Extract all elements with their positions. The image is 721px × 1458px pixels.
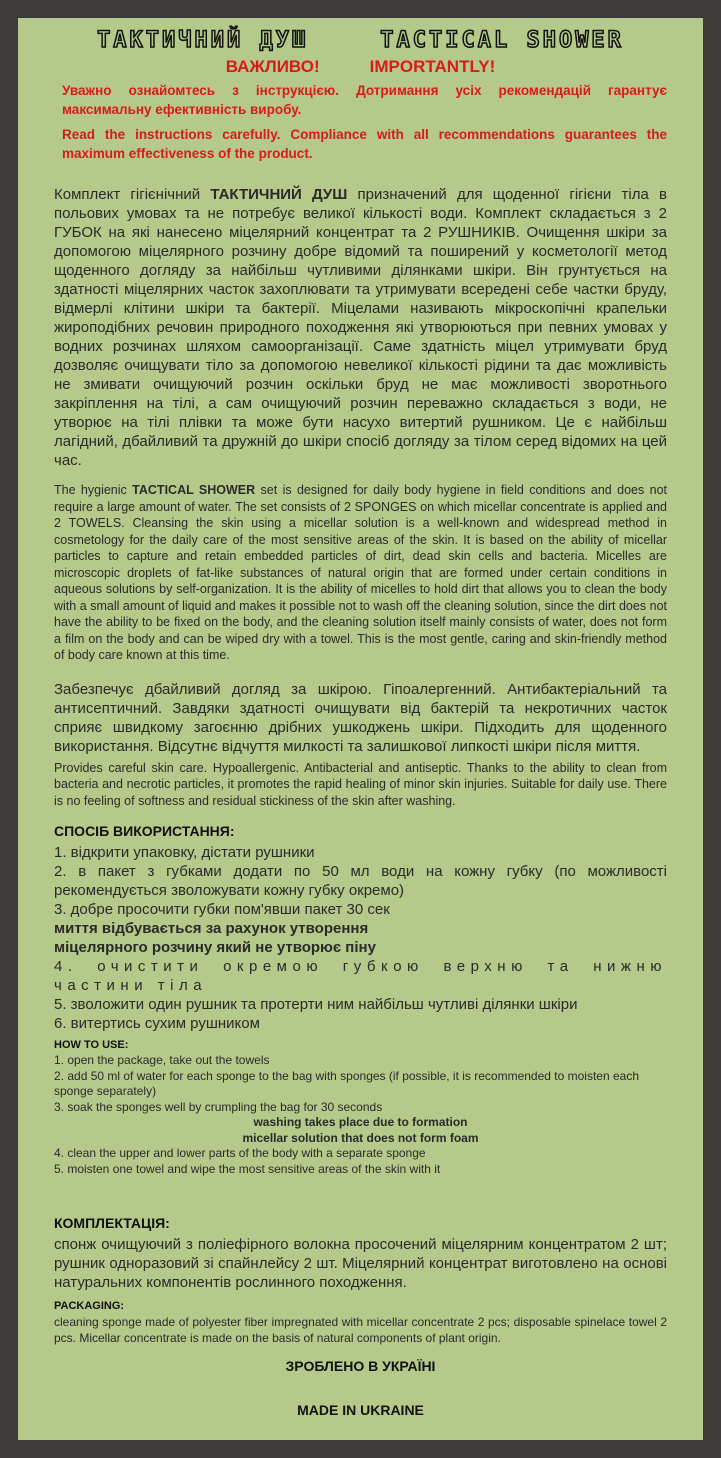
packaging-ua: спонж очищуючий з поліефірного волокна просочений міцелярним концентратом 2 шт; рушник одноразовий зі спайнлейсу 2 шт. Міцелярний концентрат виготовлено на основі натуральних компонентів рослинного походження. <box>54 1236 667 1291</box>
usage-step-ua: 2. в пакет з губками додати по 50 мл води на кожну губку (по можливості рекомендується зволожувати кожну губку окремо) <box>54 863 667 899</box>
made-in-ukraine-en: MADE IN UKRAINE <box>297 1402 424 1418</box>
title-ua: ТАКТИЧНИЙ ДУШ <box>97 28 309 53</box>
important-en: IMPORTANTLY! <box>369 57 496 76</box>
usage-step-ua: 4. очистити окремою губкою верхню та нижню частини тіла <box>54 958 667 994</box>
usage-heading-en: HOW TO USE: <box>54 1039 129 1051</box>
packaging-en: cleaning sponge made of polyester fiber impregnated with micellar concentrate 2 pcs; disposable spinelace towel 2 pcs. Micellar concentrate is made on the basis of natural components of plant origin. <box>54 1315 667 1345</box>
usage-step-en: 3. soak the sponges well by crumpling the bag for 30 seconds <box>54 1099 383 1114</box>
usage-step-ua: 3. добре просочити губки пом'явши пакет 30 сек <box>54 901 390 918</box>
usage-step-en: 4. clean the upper and lower parts of the body with a separate sponge <box>54 1146 426 1160</box>
care-ua: Забезпечує дбайливий догляд за шкірою. Гіпоалергенний. Антибактеріальний та антисептичний. Завдяки здатності очищувати від бактерій та некротичних часток сприяє швидкому загоєнню дрібних ушкоджень шкіри. Підходить для щоденного використання. Відсутнє відчуття милкості та залишкової липкості шкіри після миття. <box>54 680 667 755</box>
usage-step-ua: 6. витертись сухим рушником <box>54 1015 260 1032</box>
description-ua-start: Комплект гігієнічний <box>54 186 211 203</box>
description-en-rest: set is designed for daily body hygiene in field conditions and does not require a large amount of water. The set consists of 2 SPONGES on which micellar concentrate is applied and 2 TOWELS. Cleansing the skin using a micellar solution is a well-known and widespread method in cosmetology for the daily care of the most sensitive areas of the skin. It is based on the ability of micellar particles to capture and retain embedded particles of dirt, dead skin cells and bacteria. Micelles are microscopic droplets of fat-like substances of natural origin that are formed under certain conditions in aqueous solutions by self-organization. It is the ability of micelles to hold dirt that allows you to clean the body with a small amount of liquid and makes it possible not to wash off the cleaning solution, since the dirt does not have the ability to be fixed on the body, and the cleaning solution itself mainly consists of water, does not form a film on the body and can be wiped dry with a towel. This is the most gentle, caring and skin-friendly method of body care known at this time. <box>54 483 667 662</box>
made-in-ukraine-ua: ЗРОБЛЕНО В УКРАЇНІ <box>285 1358 436 1374</box>
important-heading <box>54 57 667 77</box>
page-title <box>54 28 667 53</box>
usage-note-ua: міцелярного розчину який не утворює піну <box>54 939 376 956</box>
usage-note-en: washing takes place due to formation <box>253 1115 468 1129</box>
packaging-heading-ua: КОМПЛЕКТАЦІЯ: <box>54 1215 170 1231</box>
usage-list-en <box>54 1053 667 1177</box>
usage-heading-ua: СПОСІБ ВИКОРИСТАННЯ: <box>54 823 235 839</box>
important-ua: ВАЖЛИВО! <box>225 57 320 76</box>
usage-note-en: micellar solution that does not form foam <box>242 1130 479 1145</box>
description-en-brand: TACTICAL SHOWER <box>132 483 256 497</box>
usage-step-ua: 1. відкрити упаковку, дістати рушники <box>54 844 315 861</box>
usage-step-en: 5. moisten one towel and wipe the most sensitive areas of the skin with it <box>54 1161 441 1176</box>
usage-note-ua: миття відбувається за рахунок утворення <box>54 920 369 937</box>
usage-list-ua <box>54 843 667 1033</box>
packaging-heading-en: PACKAGING: <box>54 1300 125 1312</box>
description-ua <box>54 185 667 470</box>
usage-step-ua: 5. зволожити один рушник та протерти ним найбільш чутливі ділянки шкіри <box>54 996 578 1013</box>
usage-step-en: 1. open the package, take out the towels <box>54 1053 270 1067</box>
notice-ua: Уважно ознайомтесь з інструкцією. Дотримання усіх рекомендацій гарантує максимальну ефективність виробу. <box>62 83 667 117</box>
care-en: Provides careful skin care. Hypoallergenic. Antibacterial and antiseptic. Thanks to the ability to clean from bacteria and necrotic particles, it promotes the rapid healing of minor skin injuries. Suitable for daily use. There is no feeling of softness and residual stickiness of the skin after washing. <box>54 760 667 808</box>
title-en: TACTICAL SHOWER <box>380 28 624 53</box>
description-ua-brand: ТАКТИЧНИЙ ДУШ <box>210 186 348 203</box>
description-en <box>54 482 667 664</box>
notice-en: Read the instructions carefully. Compliance with all recommendations guarantees the maximum effectiveness of the product. <box>62 127 667 161</box>
instruction-panel <box>18 18 703 1440</box>
description-ua-rest: призначений для щоденної гігієни тіла в польових умовах та не потребує великої кількості води. Комплект складається з 2 ГУБОК на які нанесено міцелярний концентрат та 2 РУШНИКІВ. Очищення шкіри за допомогою міцелярного розчину добре відомий та поширений у косметології метод щоденного догляду за найбільш чутливими ділянками шкіри. Він грунтується на здатності міцелярних часток захоплювати та утримувати всередені себе частки бруду, відмерлі клітини шкіри та бактерії. Міцелами називають мікроскопічні крапельки жироподібних речовин природного походження які утворюються при певних умовах у водних розчинах шляхом самоорганізації. Саме здатність міцел утримувати бруд дозволяє очищувати тіло за допомогою невеликої кількості рідини та дає можливість не змивати очищуючий розчин оскільки бруд не має можливості зворотнього закріплення на тілі, а сам очищуючий розчин переважно складається з води, не утворює на тілі плівки та може бути насухо витертий рушником. Це є найбільш лагідний, дбайливий та дружній до шкіри спосіб догляду за тілом серед відомих на цей час. <box>54 186 667 469</box>
description-en-start: The hygienic <box>54 483 133 497</box>
usage-step-en: 2. add 50 ml of water for each sponge to the bag with sponges (if possible, it is recommended to moisten each sponge separately) <box>54 1068 639 1098</box>
